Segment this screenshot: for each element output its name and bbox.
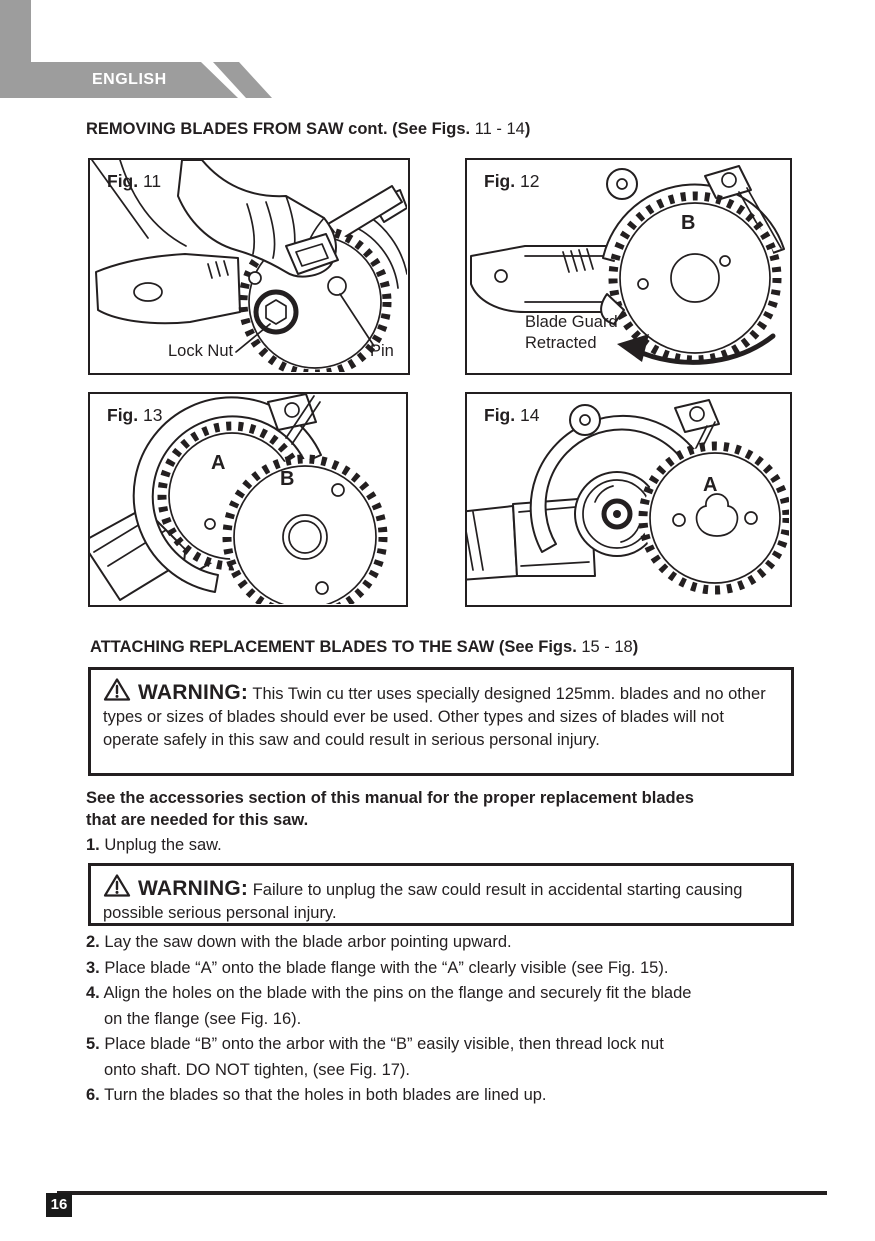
removing-title-figs: 11 - 14	[470, 120, 525, 138]
accessories-note-line2: that are needed for this saw.	[86, 811, 309, 829]
warning-triangle-icon	[103, 873, 131, 898]
corner-bar	[0, 0, 31, 63]
warning-body: Failure to unplug the saw could result in accidental starting causing possible serious personal injury.	[103, 881, 743, 922]
removing-title-close: )	[524, 120, 531, 138]
attaching-title-close: )	[632, 638, 639, 656]
figure-11-label: Fig. 11	[107, 171, 162, 191]
blade-b-letter: B	[280, 468, 295, 490]
attaching-section-title	[90, 638, 638, 657]
language-label: ENGLISH	[92, 71, 167, 88]
page-number-badge: 16	[46, 1193, 72, 1217]
accessories-note	[86, 787, 694, 831]
warning-title: WARNING:	[138, 877, 249, 900]
figure-13-box	[88, 392, 408, 607]
blade-a-letter: A	[703, 474, 718, 496]
step-1: 1. Unplug the saw.	[86, 836, 222, 854]
pin-callout: Pin	[370, 342, 394, 360]
attaching-title-figs: 15 - 18	[576, 638, 633, 656]
blade-guard-callout-line1: Blade Guard	[525, 313, 618, 331]
figure-11-box	[88, 158, 410, 375]
figure-13-label: Fig. 13	[107, 405, 163, 425]
warning-box-blades	[88, 667, 794, 776]
attaching-title-main: ATTACHING REPLACEMENT BLADES TO THE SAW (See Figs.	[90, 638, 577, 656]
steps-list	[86, 930, 816, 1109]
removing-section-title	[86, 120, 530, 139]
step-6: 6. Turn the blades so that the holes in both blades are lined up.	[86, 1086, 547, 1104]
figure-14-label: Fig. 14	[484, 405, 540, 425]
warning-triangle-icon	[103, 677, 131, 702]
lock-nut-callout: Lock Nut	[168, 342, 234, 360]
blade-b-letter: B	[681, 212, 696, 234]
warning-body: This Twin cu tter uses specially designed 125mm. blades and no other types or sizes of blades should ever be used. Other types and sizes of blades will not operate safely in this saw and could result in serious personal injury.	[103, 685, 766, 749]
figure-14-box	[465, 392, 792, 607]
step-5: 5. Place blade “B” onto the arbor with the “B” easily visible, then thread lock nut onto shaft. DO NOT tighten, (see Fig. 17).	[86, 1035, 664, 1079]
step-4: 4. Align the holes on the blade with the pins on the flange and securely fit the blade on the flange (see Fig. 16).	[86, 984, 692, 1028]
figure-12-label: Fig. 12	[484, 171, 540, 191]
figure-12-box	[465, 158, 792, 375]
removing-title-main: REMOVING BLADES FROM SAW cont. (See Figs.	[86, 120, 471, 138]
step-2: 2. Lay the saw down with the blade arbor pointing upward.	[86, 933, 512, 951]
warning-title: WARNING:	[138, 681, 249, 704]
step-3: 3. Place blade “A” onto the blade flange with the “A” clearly visible (see Fig. 15).	[86, 958, 669, 977]
blade-a-letter: A	[211, 452, 226, 474]
warning-box-unplug	[88, 863, 794, 926]
accessories-note-line1: See the accessories section of this manual for the proper replacement blades	[86, 789, 694, 807]
footer-rule	[57, 1191, 827, 1195]
blade-guard-callout-line2: Retracted	[525, 334, 597, 352]
